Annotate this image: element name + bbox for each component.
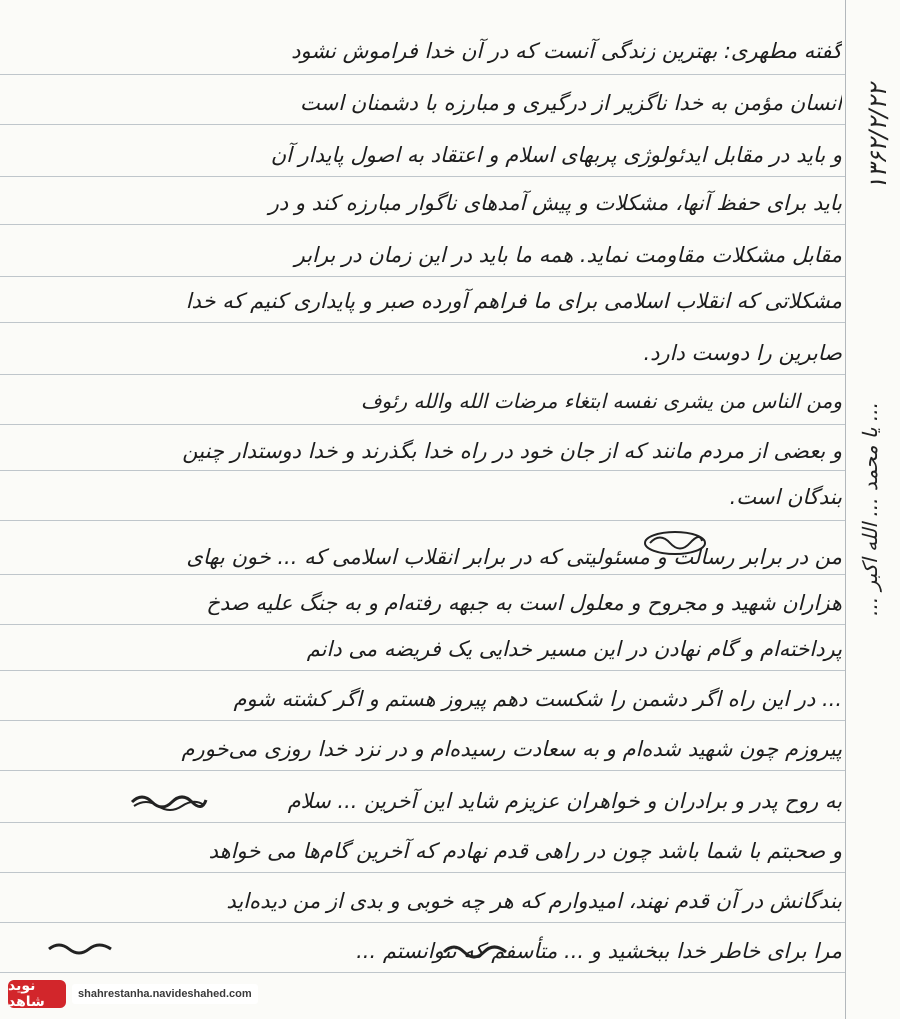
margin-rule [845, 0, 846, 1019]
text-line-4: باید برای حفظ آنها، مشکلات و پیش آمدهای ناگوار مبارزه کند و در [268, 191, 842, 215]
text-line-18: بندگانش در آن قدم نهند، امیدوارم که هر چه خوبی و بدی از من دیده‌اید [226, 889, 842, 913]
text-line-5: مقابل مشکلات مقاومت نماید. همه ما باید در این زمان در برابر [294, 243, 842, 267]
ruled-line [0, 670, 845, 671]
watermark-url: shahrestanha.navideshahed.com [72, 984, 258, 1004]
text-line-1: گفته مطهری: بهترین زندگی آنست که در آن خدا فراموش نشود [291, 39, 842, 63]
text-line-11: من در برابر رسالت و مسئولیتی که در برابر انقلاب اسلامی که ... خون بهای [186, 545, 842, 569]
ruled-line [0, 224, 845, 225]
ruled-line [0, 470, 845, 471]
ruled-line [0, 770, 845, 771]
text-line-12: هزاران شهید و مجروح و معلول است به جبهه رفته‌ام و به جنگ علیه صدخ [206, 591, 842, 615]
text-line-16: به روح پدر و برادران و خواهران عزیزم شاید این آخرین ... سلام [287, 789, 842, 813]
scribble-mark [128, 790, 208, 814]
ruled-line [0, 176, 845, 177]
ruled-line [0, 322, 845, 323]
text-line-13: پرداخته‌ام و گام نهادن در این مسیر خدایی یک فریضه می دانم [306, 637, 842, 661]
text-line-8: ومن الناس من یشری نفسه ابتغاء مرضات الله والله رئوف [360, 389, 842, 413]
ruled-line [0, 124, 845, 125]
ruled-line [0, 624, 845, 625]
margin-note-vertical: ... یا محمد ... الله اکبر ... [858, 402, 882, 616]
text-line-6: مشکلاتی که انقلاب اسلامی برای ما فراهم آورده صبر و پایداری کنیم که خدا [185, 289, 842, 313]
text-line-10: بندگان است. [729, 485, 842, 509]
text-line-9: و بعضی از مردم مانند که از جان خود در راه خدا بگذرند و خدا دوستدار چنین [182, 439, 842, 463]
scribble-mark [440, 940, 510, 964]
text-line-17: و صحبتم با شما باشد چون در راهی قدم نهادم که آخرین گام‌ها می خواهد [208, 839, 842, 863]
ruled-line [0, 922, 845, 923]
ruled-line [0, 374, 845, 375]
ruled-line [0, 424, 845, 425]
ruled-line [0, 720, 845, 721]
text-line-2: انسان مؤمن به خدا ناگزیر از درگیری و مبارزه با دشمنان است [300, 91, 842, 115]
text-line-7: صابرین را دوست دارد. [643, 341, 842, 365]
ruled-line [0, 822, 845, 823]
margin-note-date: ۱۳۶۲/۲/۲۲ [864, 84, 892, 191]
ruled-line [0, 520, 845, 521]
scribble-mark [640, 528, 710, 558]
ruled-line [0, 276, 845, 277]
text-line-14: ... در این راه اگر دشمن را شکست دهم پیروز هستم و اگر کشته شوم [233, 687, 842, 711]
ruled-line [0, 574, 845, 575]
text-line-3: و باید در مقابل ایدئولوژی پربهای اسلام و اعتقاد به اصول پایدار آن [270, 143, 842, 167]
watermark-logo: نوید شاهد [8, 980, 66, 1008]
scribble-mark [45, 938, 115, 960]
ruled-line [0, 972, 845, 973]
ruled-line [0, 872, 845, 873]
text-line-15: پیروزم چون شهید شده‌ام و به سعادت رسیده‌ام و در نزد خدا روزی می‌خورم [181, 737, 842, 761]
watermark [8, 979, 274, 1009]
text-line-19: مرا برای خاطر خدا ببخشید و ... متأسفم که نتوانستم ... [356, 939, 842, 963]
ruled-line [0, 74, 845, 75]
